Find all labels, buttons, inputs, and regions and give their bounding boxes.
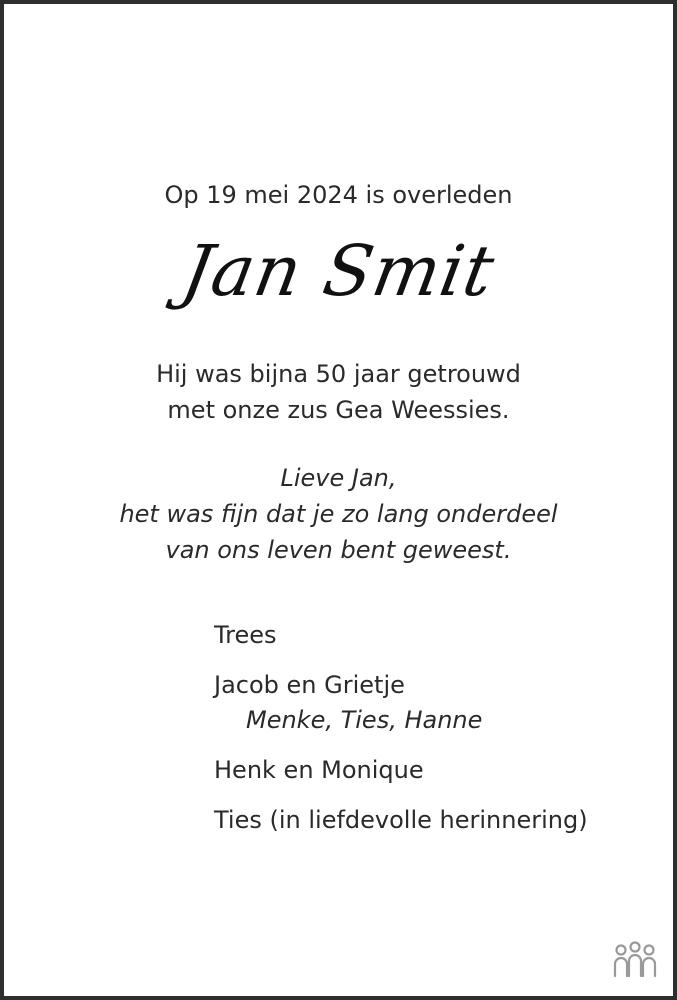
- farewell-line-1: Lieve Jan,: [280, 464, 397, 492]
- farewell-line-3: van ons leven bent geweest.: [165, 536, 512, 564]
- married-line-2: met onze zus Gea Weessies.: [167, 396, 510, 424]
- intro-text: Op 19 mei 2024 is overleden: [164, 181, 513, 209]
- family-member-jacob-grietje: Jacob en Grietje: [214, 671, 405, 699]
- grandchildren-names: Menke, Ties, Hanne: [246, 706, 483, 734]
- people-group-icon: [611, 940, 659, 980]
- family-member-henk-monique: Henk en Monique: [214, 756, 424, 784]
- married-line-1: Hij was bijna 50 jaar getrouwd: [156, 360, 521, 388]
- farewell-line-2: het was fijn dat je zo lang onderdeel: [119, 500, 558, 528]
- family-member-ties-memoriam: Ties (in liefdevolle herinnering): [214, 806, 588, 834]
- family-member-trees: Trees: [214, 621, 277, 649]
- deceased-name: Jan Smit: [176, 230, 501, 312]
